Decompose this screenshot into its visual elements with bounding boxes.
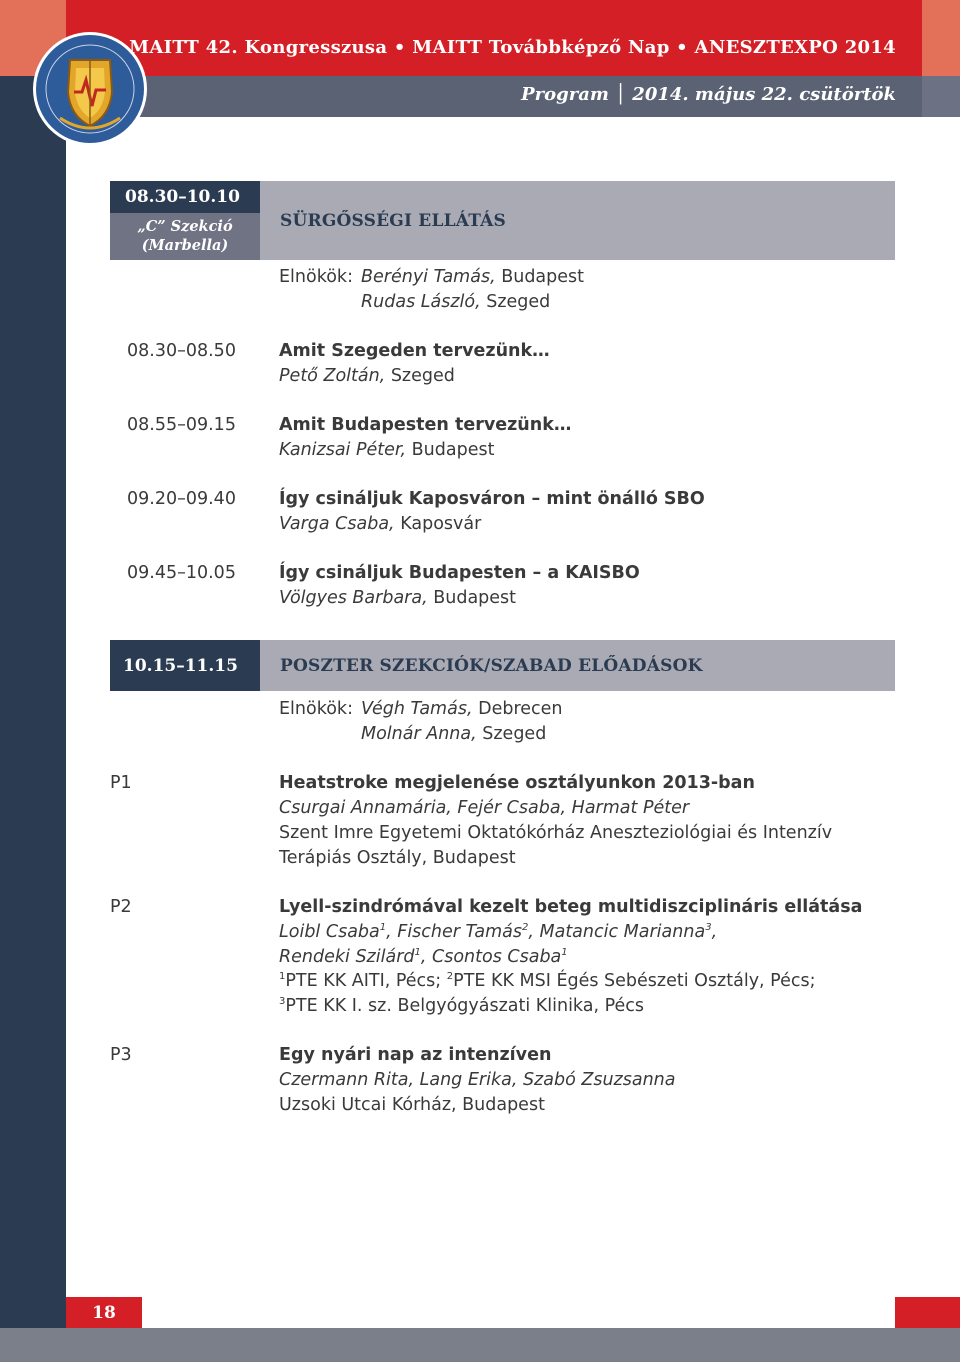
talk-speaker — [279, 590, 516, 608]
poster-affiliation: Uzsoki Utcai Kórház, Budapest — [279, 1095, 545, 1115]
header-right-accent — [922, 0, 960, 76]
chair-city: Debrecen — [478, 699, 563, 719]
speaker-city: Budapest — [411, 440, 495, 460]
talk-title: Amit Budapesten tervezünk… — [279, 415, 572, 435]
poster-title: Lyell-szindrómával kezelt beteg multidiszciplináris ellátása — [279, 897, 863, 917]
section2-chair-2 — [361, 726, 546, 744]
author-name: Loibl Csaba — [279, 922, 380, 942]
speaker-name: Völgyes Barbara, — [279, 588, 428, 608]
society-logo-icon — [30, 30, 150, 148]
talk-speaker — [279, 516, 481, 534]
talk-time: 08.55–09.15 — [127, 415, 236, 435]
section1-time: 08.30–10.10 — [125, 187, 240, 207]
section1-time-box — [110, 181, 260, 213]
poster-affiliation — [279, 998, 644, 1016]
talk-title: Amit Szegeden tervezünk… — [279, 341, 550, 361]
author-name: , Csontos Csaba — [420, 947, 562, 967]
section2-chair-1 — [361, 701, 563, 719]
chair-name: Molnár Anna, — [361, 724, 477, 744]
author-affil-mark: 1 — [561, 947, 568, 959]
speaker-city: Budapest — [433, 588, 517, 608]
affil-mark: 3 — [279, 996, 286, 1008]
author-name: Rendeki Szilárd — [279, 947, 415, 967]
section1-title-bar — [260, 181, 895, 260]
left-band — [0, 0, 66, 1362]
chair-name: Végh Tamás, — [361, 699, 473, 719]
talk-speaker — [279, 368, 455, 386]
chair-city: Szeged — [482, 724, 547, 744]
poster-id: P2 — [110, 897, 132, 917]
section1-title: SÜRGŐSSÉGI ELLÁTÁS — [280, 210, 506, 231]
affil-mark: 1 — [279, 971, 286, 983]
header-program-date: Program │ 2014. május 22. csütörtök — [521, 84, 896, 105]
talk-speaker — [279, 442, 494, 460]
affil-text: PTE KK AITI, Pécs; — [285, 971, 447, 991]
section2-chairs-label: Elnökök: — [279, 699, 353, 719]
section2-title: POSZTER SZEKCIÓK/SZABAD ELŐADÁSOK — [280, 655, 703, 676]
section2-time-box — [110, 640, 260, 691]
poster-authors: Csurgai Annamária, Fejér Csaba, Harmat Péter — [279, 798, 690, 818]
speaker-city: Kaposvár — [400, 514, 482, 534]
footer-right-accent — [895, 1297, 960, 1328]
section2-title-bar — [260, 640, 895, 691]
talk-time: 08.30–08.50 — [127, 341, 236, 361]
section1-chair-2 — [361, 294, 550, 312]
author-affil-mark: 2 — [522, 922, 529, 934]
section1-room-name: „C” Szekció — [137, 217, 233, 235]
page-number: 18 — [92, 1302, 116, 1323]
section1-chairs-label: Elnökök: — [279, 267, 353, 287]
poster-id: P1 — [110, 773, 132, 793]
author-name: , Matancic Marianna — [528, 922, 706, 942]
affil-text: PTE KK I. sz. Belgyógyászati Klinika, Pécs — [285, 996, 645, 1016]
section1-room-venue: (Marbella) — [141, 236, 229, 254]
speaker-name: Varga Csaba, — [279, 514, 395, 534]
poster-title: Heatstroke megjelenése osztályunkon 2013-ban — [279, 773, 755, 793]
poster-affiliation: Terápiás Osztály, Budapest — [279, 848, 516, 868]
poster-authors — [279, 949, 568, 967]
section1-room-box — [110, 213, 260, 260]
author-affil-mark: 1 — [379, 922, 387, 934]
footer-band — [0, 1328, 960, 1362]
header-congress-title: MAITT 42. Kongresszusa • MAITT Továbbképző Nap • ANESZTEXPO 2014 — [129, 37, 896, 58]
author-affil-mark: 3 — [705, 922, 712, 934]
poster-affiliation — [279, 973, 816, 991]
poster-authors: Loibl Csaba$^1$, Fischer Tamás$^2$, Matancic Marianna$^3$, — [279, 922, 718, 942]
poster-title: Egy nyári nap az intenzíven — [279, 1045, 552, 1065]
header-slate-accent — [922, 76, 960, 117]
affil-mark: 2 — [446, 971, 454, 983]
author-name: , Fischer Tamás — [386, 922, 522, 942]
poster-affiliation: Szent Imre Egyetemi Oktatókórház Aneszteziológiai és Intenzív — [279, 823, 833, 843]
talk-title: Így csináljuk Kaposváron – mint önálló SBO — [279, 489, 705, 509]
section1-chair-1 — [361, 269, 584, 287]
section2-time: 10.15–11.15 — [123, 655, 238, 676]
speaker-name: Kanizsai Péter, — [279, 440, 407, 460]
talk-title: Így csináljuk Budapesten – a KAISBO — [279, 563, 640, 583]
author-affil-mark: 1 — [414, 947, 421, 959]
speaker-name: Pető Zoltán, — [279, 366, 386, 386]
speaker-city: Szeged — [390, 366, 455, 386]
affil-text: PTE KK MSI Égés Sebészeti Osztály, Pécs; — [453, 971, 816, 991]
chair-name: Rudas László, — [361, 292, 481, 312]
chair-name: Berényi Tamás, — [361, 267, 496, 287]
chair-city: Szeged — [486, 292, 551, 312]
talk-time: 09.20–09.40 — [127, 489, 236, 509]
talk-time: 09.45–10.05 — [127, 563, 236, 583]
chair-city: Budapest — [501, 267, 585, 287]
poster-id: P3 — [110, 1045, 132, 1065]
poster-authors: Czermann Rita, Lang Erika, Szabó Zsuzsanna — [279, 1070, 676, 1090]
